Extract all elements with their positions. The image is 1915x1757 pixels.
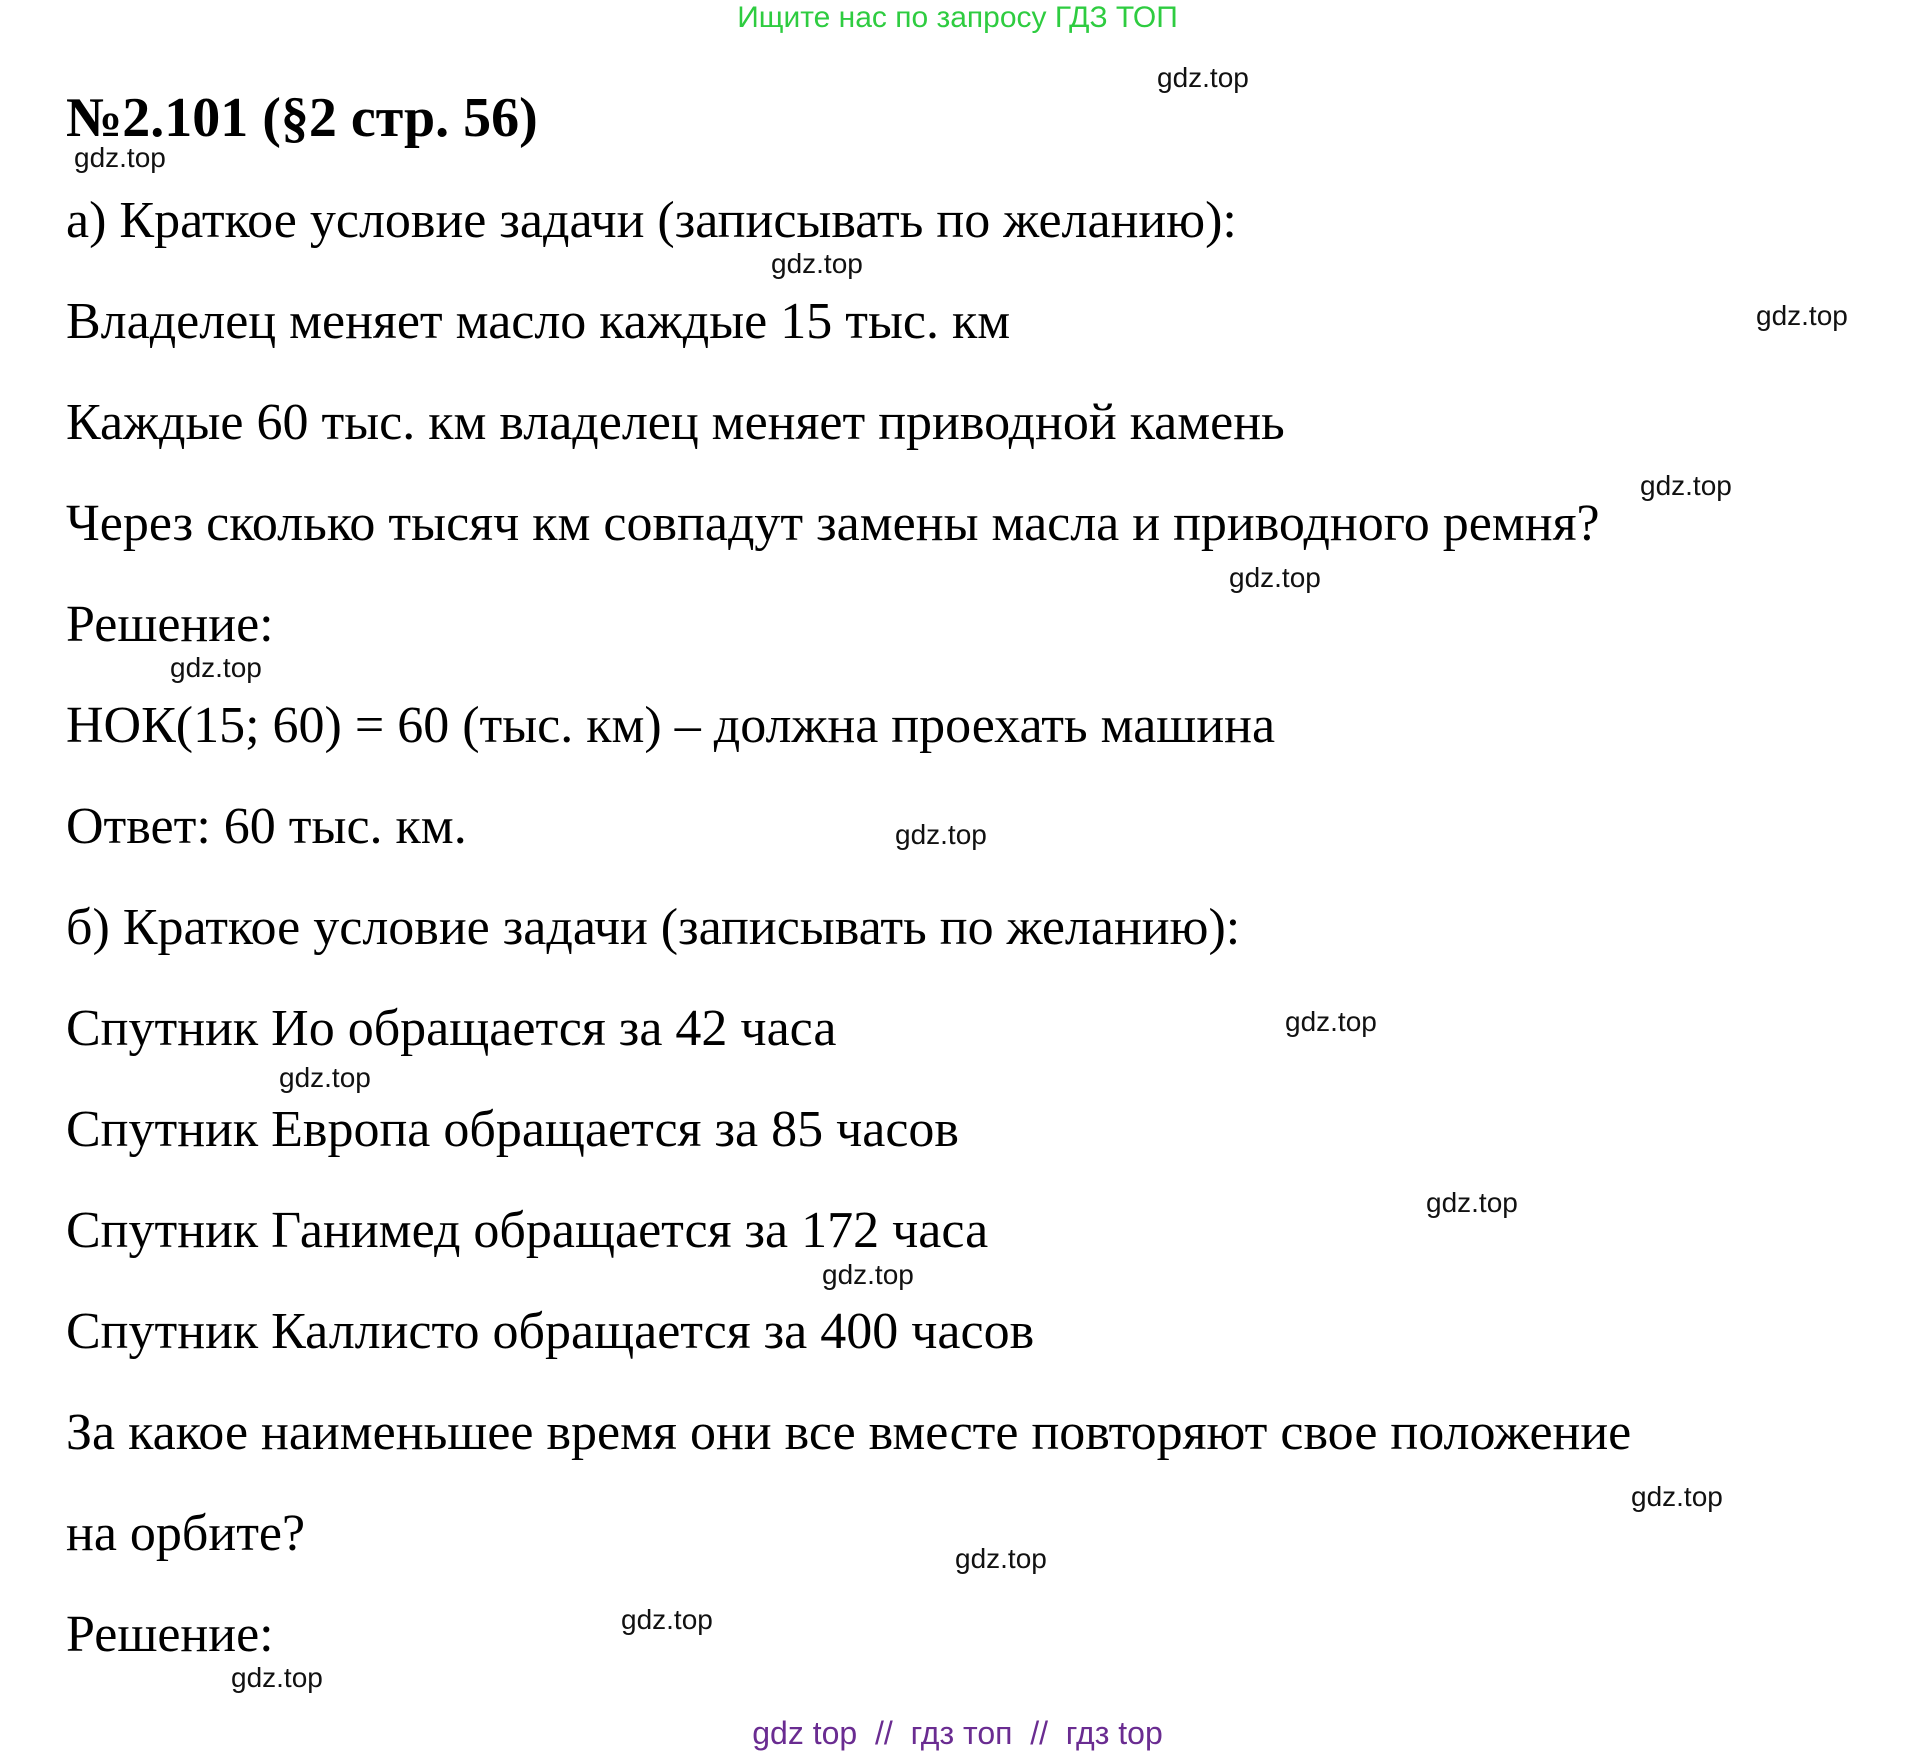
footer-tagline: gdz top // гдз топ // гдз top xyxy=(752,1715,1163,1751)
part-b-header: б) Краткое условие задачи (записывать по желанию): xyxy=(66,899,1241,956)
condition-oil: Владелец меняет масло каждые 15 тыс. км xyxy=(66,293,1011,350)
condition-ganymede: Спутник Ганимед обращается за 172 часа xyxy=(66,1202,989,1259)
watermark: gdz.top xyxy=(895,819,987,850)
question-b-line-1: За какое наименьшее время они все вместе повторяют свое положение xyxy=(66,1404,1632,1461)
watermark: gdz.top xyxy=(1426,1187,1518,1218)
watermark: gdz.top xyxy=(1756,300,1848,331)
watermark: gdz.top xyxy=(170,652,262,683)
condition-callisto: Спутник Каллисто обращается за 400 часов xyxy=(66,1303,1035,1360)
watermark: gdz.top xyxy=(1640,470,1732,501)
part-a-header: а) Краткое условие задачи (записывать по желанию): xyxy=(66,192,1237,249)
answer-a: Ответ: 60 тыс. км. xyxy=(66,798,467,855)
condition-europa: Спутник Европа обращается за 85 часов xyxy=(66,1101,959,1158)
watermark: gdz.top xyxy=(231,1662,323,1693)
watermark: gdz.top xyxy=(771,248,863,279)
watermark: gdz.top xyxy=(1157,62,1249,93)
watermark: gdz.top xyxy=(74,142,166,173)
watermark: gdz.top xyxy=(955,1543,1047,1574)
search-banner: Ищите нас по запросу ГДЗ ТОП xyxy=(737,1,1178,34)
watermark: gdz.top xyxy=(1631,1481,1723,1512)
question-a: Через сколько тысяч км совпадут замены масла и приводного ремня? xyxy=(66,495,1600,552)
solution-a: НОК(15; 60) = 60 (тыс. км) – должна проехать машина xyxy=(66,697,1276,754)
exercise-title: №2.101 (§2 стр. 56) xyxy=(66,87,538,149)
watermark: gdz.top xyxy=(822,1259,914,1290)
solution-label-b: Решение: xyxy=(66,1606,274,1663)
question-b-line-2: на орбите? xyxy=(66,1505,306,1562)
watermark: gdz.top xyxy=(1229,562,1321,593)
watermark: gdz.top xyxy=(279,1062,371,1093)
solution-label-a: Решение: xyxy=(66,596,274,653)
watermark: gdz.top xyxy=(1285,1006,1377,1037)
condition-io: Спутник Ио обращается за 42 часа xyxy=(66,1000,837,1057)
condition-stone: Каждые 60 тыс. км владелец меняет приводной камень xyxy=(66,394,1285,451)
watermark: gdz.top xyxy=(621,1604,713,1635)
